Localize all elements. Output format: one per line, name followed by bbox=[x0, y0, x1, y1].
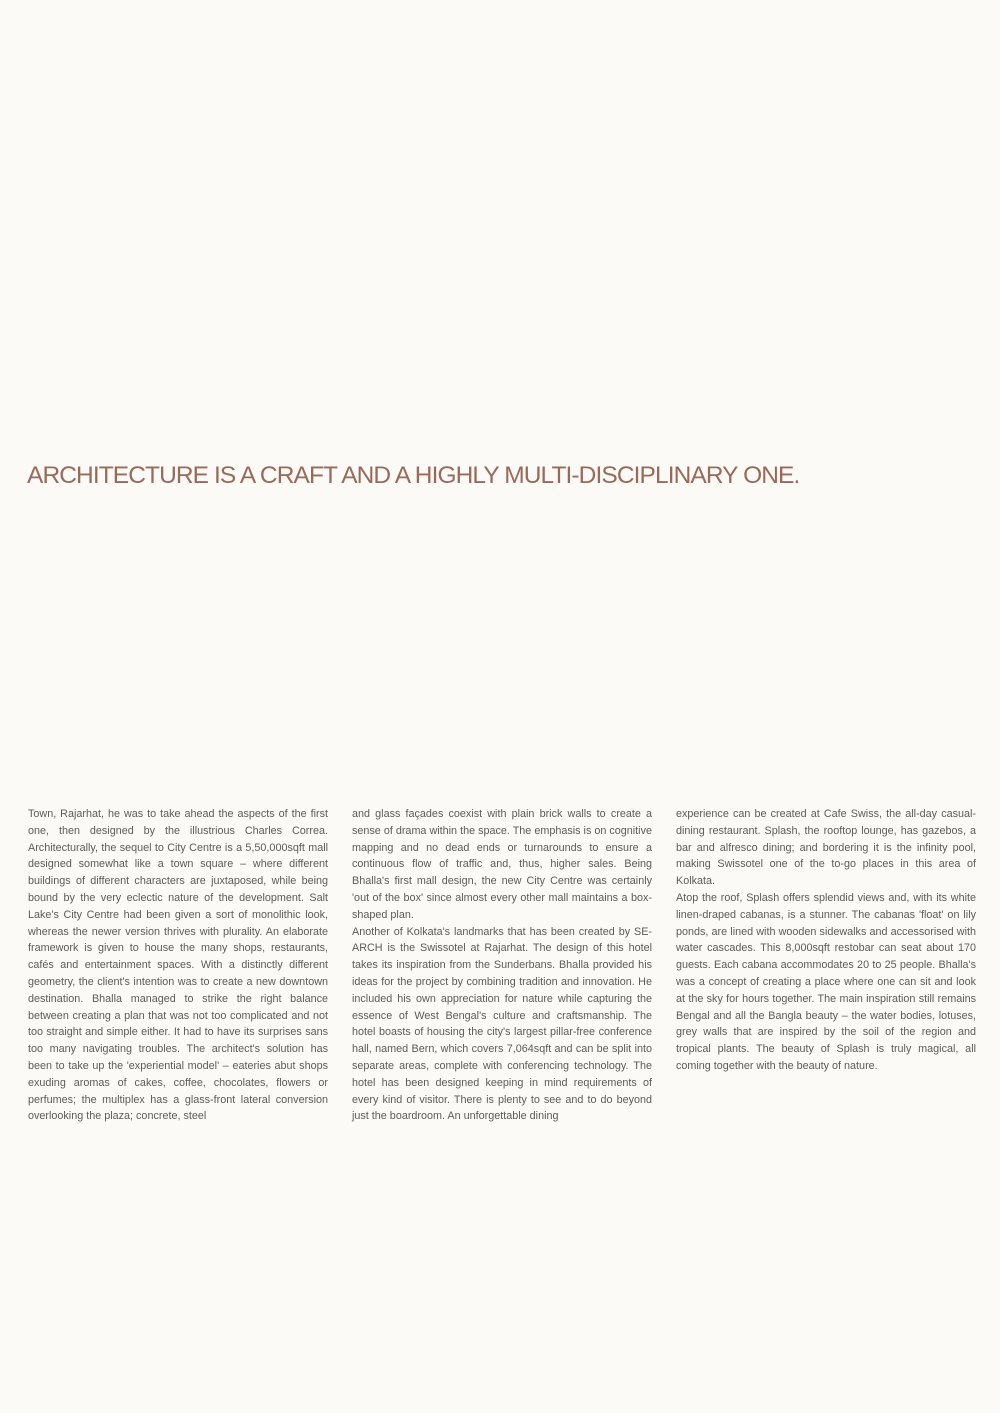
body-paragraph: Another of Kolkata's landmarks that has been created by SE-ARCH is the Swissotel at Rajarhat. The design of this hotel takes its inspiration from the Sunderbans. Bhalla provided his ideas for the project by combining tradition and innovation. He included his own appreciation for nature while capturing the essence of West Bengal's culture and craftsmanship. The hotel boasts of housing the city's largest pillar-free conference hall, named Bern, which covers 7,064sqft and can be split into separate areas, complete with conferencing technology. The hotel has been designed keeping in mind requirements of every kind of visitor. There is plenty to see and to do beyond just the boardroom. An unforgettable dining bbox=[352, 925, 652, 1123]
text-column-2 bbox=[352, 806, 652, 1125]
body-paragraph: and glass façades coexist with plain brick walls to create a sense of drama within the space. The emphasis is on cognitive mapping and no dead ends or turnarounds to ensure a continuous flow of traffic and, thus, higher sales. Being Bhalla's first mall design, the new City Centre was certainly 'out of the box' since almost every other mall maintains a box-shaped plan. bbox=[352, 808, 652, 921]
text-column-3 bbox=[676, 806, 976, 1075]
body-paragraph: Town, Rajarhat, he was to take ahead the aspects of the first one, then designed by the illustrious Charles Correa. Architecturally, the sequel to City Centre is a 5,50,000sqft mall designed somewhat like a town square – where different buildings of different characters are juxtaposed, while being bound by the very eclectic nature of the development. Salt Lake's City Centre had been given a sort of monolithic look, whereas the newer version thrives with plurality. An elaborate framework is given to house the many shops, restaurants, cafés and entertainment spaces. With a distinctly different geometry, the client's intention was to create a new downtown destination. Bhalla managed to strike the right balance between creating a plan that was not too complicated and not too straight and simple either. It had to have its surprises sans too many navigating troubles. The architect's solution has been to take up the 'experiential model' – eateries abut shops exuding aromas of cakes, coffee, chocolates, flowers or perfumes; the multiplex has a glass-front lateral conversion overlooking the plaza; concrete, steel bbox=[28, 808, 328, 1123]
body-paragraph: experience can be created at Cafe Swiss, the all-day casual-dining restaurant. Splash, the rooftop lounge, has gazebos, a bar and alfresco dining; and bordering it is the infinity pool, making Swissotel one of the to-go places in this area of Kolkata. bbox=[676, 808, 976, 888]
body-paragraph: Atop the roof, Splash offers splendid views and, with its white linen-draped cabanas, is a stunner. The cabanas 'float' on lily ponds, are lined with wooden sidewalks and accessorised with water cascades. This 8,000sqft restobar can seat about 170 guests. Each cabana accommodates 20 to 25 people. Bhalla's was a concept of creating a place where one can sit and look at the sky for hours together. The main inspiration still remains Bengal and all the Bangla beauty – the water bodies, lotuses, grey walls that are inspired by the soil of the region and tropical plants. The beauty of Splash is truly magical, all coming together with the beauty of nature. bbox=[676, 891, 976, 1072]
text-column-1 bbox=[28, 806, 328, 1125]
pull-quote-headline: ARCHITECTURE IS A CRAFT AND A HIGHLY MULTI-DISCIPLINARY ONE. bbox=[27, 462, 800, 489]
